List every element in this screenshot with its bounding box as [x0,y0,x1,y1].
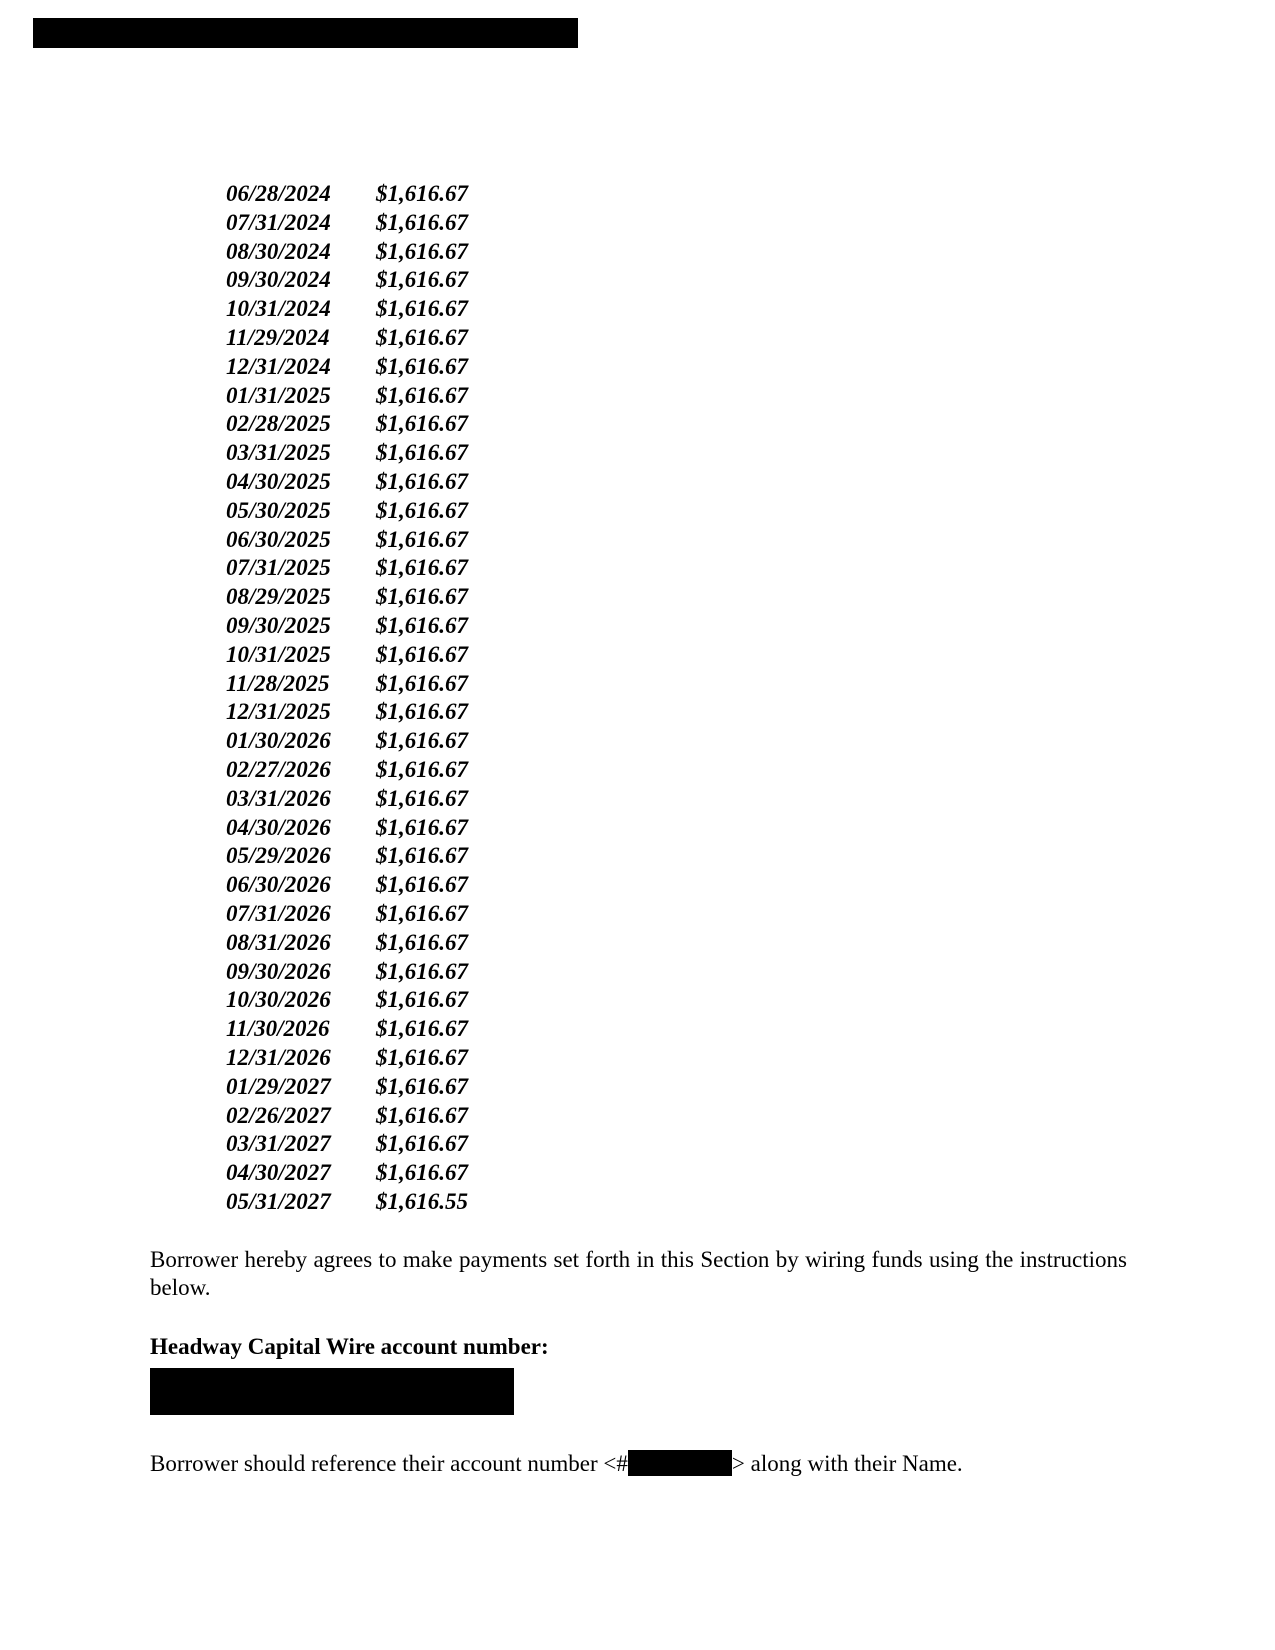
payment-date: 09/30/2024 [226,267,331,293]
payment-amount: $1,616.67 [376,382,468,408]
payment-date: 02/28/2025 [226,411,331,437]
payment-row [226,958,468,987]
payment-date: 02/26/2027 [226,1102,331,1128]
payment-date: 07/31/2024 [226,209,331,235]
payment-row [226,727,468,756]
payment-amount: $1,616.67 [376,1160,468,1186]
wire-instructions-paragraph: Borrower hereby agrees to make payments set forth in this Section by wiring funds using the instructions below. [150,1247,1127,1300]
payment-amount: $1,616.67 [376,497,468,523]
reference-text-after: > along with their Name. [731,1451,963,1476]
payment-row [226,468,468,497]
payment-amount: $1,616.67 [376,468,468,494]
payment-amount: $1,616.67 [376,238,468,264]
payment-row [226,1044,468,1073]
payment-row [226,324,468,353]
payment-amount: $1,616.67 [376,872,468,898]
payment-date: 03/31/2025 [226,440,331,466]
payment-row [226,410,468,439]
payment-amount: $1,616.67 [376,1044,468,1070]
payment-amount: $1,616.67 [376,641,468,667]
payment-amount: $1,616.67 [376,526,468,552]
payment-row [226,871,468,900]
payment-row [226,698,468,727]
payment-row [226,526,468,555]
payment-date: 05/31/2027 [226,1188,331,1214]
payment-date: 09/30/2026 [226,958,331,984]
payment-date: 12/31/2025 [226,699,331,725]
payment-amount: $1,616.67 [376,555,468,581]
payment-schedule-list [226,180,468,1217]
payment-amount: $1,616.67 [376,987,468,1013]
payment-date: 12/31/2024 [226,353,331,379]
payment-row [226,583,468,612]
payment-date: 05/29/2026 [226,843,331,869]
payment-date: 03/31/2027 [226,1131,331,1157]
payment-amount: $1,616.67 [376,612,468,638]
redacted-account-number [628,1450,732,1476]
payment-row [226,670,468,699]
payment-row [226,266,468,295]
payment-amount: $1,616.67 [376,440,468,466]
payment-amount: $1,616.67 [376,1016,468,1042]
payment-date: 12/31/2026 [226,1044,331,1070]
payment-date: 04/30/2026 [226,814,331,840]
payment-row [226,641,468,670]
reference-text-before: Borrower should reference their account number <# [150,1451,628,1476]
payment-amount: $1,616.67 [376,411,468,437]
payment-row [226,238,468,267]
payment-row [226,1015,468,1044]
payment-row [226,785,468,814]
payment-row [226,209,468,238]
payment-date: 06/30/2025 [226,526,331,552]
payment-date: 10/31/2025 [226,641,331,667]
payment-date: 07/31/2026 [226,900,331,926]
payment-date: 11/28/2025 [226,670,330,696]
payment-amount: $1,616.67 [376,785,468,811]
payment-date: 08/29/2025 [226,584,331,610]
payment-row [226,814,468,843]
payment-row [226,554,468,583]
payment-amount: $1,616.67 [376,209,468,235]
payment-amount: $1,616.67 [376,267,468,293]
redacted-wire-account-block [150,1368,514,1415]
payment-date: 05/30/2025 [226,497,331,523]
payment-date: 11/29/2024 [226,324,330,350]
payment-date: 08/31/2026 [226,929,331,955]
payment-amount: $1,616.67 [376,670,468,696]
payment-amount: $1,616.55 [376,1188,468,1214]
payment-date: 01/31/2025 [226,382,331,408]
payment-date: 02/27/2026 [226,756,331,782]
payment-date: 06/28/2024 [226,181,331,206]
payment-amount: $1,616.67 [376,353,468,379]
payment-row [226,929,468,958]
payment-row [226,382,468,411]
account-reference-paragraph [150,1450,963,1478]
payment-amount: $1,616.67 [376,756,468,782]
payment-row [226,1159,468,1188]
payment-row [226,295,468,324]
wire-account-heading: Headway Capital Wire account number: [150,1334,549,1359]
payment-date: 08/30/2024 [226,238,331,264]
payment-row [226,1130,468,1159]
payment-row [226,439,468,468]
payment-date: 04/30/2027 [226,1160,331,1186]
payment-amount: $1,616.67 [376,296,468,322]
payment-date: 01/29/2027 [226,1073,331,1099]
payment-row [226,1188,468,1217]
payment-row [226,497,468,526]
payment-amount: $1,616.67 [376,699,468,725]
payment-date: 11/30/2026 [226,1016,330,1042]
payment-date: 10/30/2026 [226,987,331,1013]
payment-date: 09/30/2025 [226,612,331,638]
payment-amount: $1,616.67 [376,929,468,955]
payment-date: 06/30/2026 [226,872,331,898]
payment-row [226,1073,468,1102]
payment-amount: $1,616.67 [376,900,468,926]
payment-row [226,180,468,209]
payment-amount: $1,616.67 [376,324,468,350]
payment-row [226,986,468,1015]
payment-date: 07/31/2025 [226,555,331,581]
payment-row [226,756,468,785]
payment-row [226,353,468,382]
payment-amount: $1,616.67 [376,1102,468,1128]
payment-row [226,612,468,641]
payment-date: 01/30/2026 [226,728,331,754]
payment-amount: $1,616.67 [376,814,468,840]
redacted-header-block [33,18,578,48]
payment-row [226,900,468,929]
payment-amount: $1,616.67 [376,1073,468,1099]
payment-row [226,842,468,871]
payment-amount: $1,616.67 [376,728,468,754]
payment-amount: $1,616.67 [376,958,468,984]
payment-row [226,1102,468,1131]
payment-date: 03/31/2026 [226,785,331,811]
payment-amount: $1,616.67 [376,181,468,206]
payment-amount: $1,616.67 [376,584,468,610]
payment-amount: $1,616.67 [376,843,468,869]
payment-date: 04/30/2025 [226,468,331,494]
payment-amount: $1,616.67 [376,1131,468,1157]
payment-date: 10/31/2024 [226,296,331,322]
